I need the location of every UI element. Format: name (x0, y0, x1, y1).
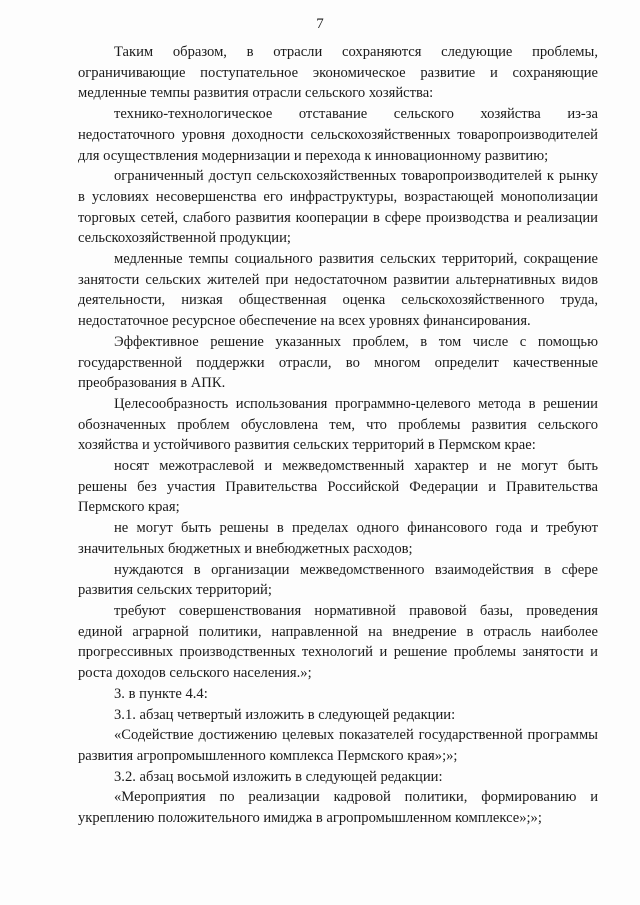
paragraph: Таким образом, в отрасли сохраняются следующие проблемы, ограничивающие поступательное экономическое развитие и сохраняющие медленные темпы развития отрасли сельского хозяйства: (78, 44, 598, 102)
paragraph: нуждаются в организации межведомственного взаимодействия в сфере развития сельских территорий; (78, 561, 598, 599)
paragraph: носят межотраслевой и межведомственный характер и не могут быть решены без участия Правительства Российской Федерации и Правительства Пермского края; (78, 458, 598, 516)
paragraph: «Мероприятия по реализации кадровой политики, формированию и укреплению положительного имиджа в агропромышленном комплексе»;»; (78, 789, 598, 827)
paragraph: технико-технологическое отставание сельского хозяйства из-за недостаточного уровня доходности сельскохозяйственных товаропроизводителей для осуществления модернизации и перехода к инновационному развитию; (78, 106, 598, 164)
paragraph: 3. в пункте 4.4: (114, 685, 208, 702)
paragraph: Эффективное решение указанных проблем, в том числе с помощью государственной поддержки отрасли, во многом определит качественные преобразования в АПК. (78, 333, 598, 392)
paragraph: 3.2. абзац восьмой изложить в следующей редакции: (114, 768, 443, 785)
paragraph: не могут быть решены в пределах одного финансового года и требуют значительных бюджетных и внебюджетных расходов; (78, 520, 598, 557)
paragraph: ограниченный доступ сельскохозяйственных товаропроизводителей к рынку в условиях несовершенства его инфраструктуры, возрастающей монополизации торговых сетей, слабого развития кооперации в сфере производства и реализации сельскохозяйственной продукции; (78, 168, 598, 247)
paragraph: «Содействие достижению целевых показателей государственной программы развития агропромышленного комплекса Пермского края»;»; (78, 727, 598, 764)
paragraph: Целесообразность использования программно-целевого метода в решении обозначенных проблем обусловлена тем, что проблемы развития сельского хозяйства и устойчивого развития сельских территорий в Пермском крае: (78, 395, 598, 454)
paragraph: 3.1. абзац четвертый изложить в следующей редакции: (114, 706, 456, 723)
page-number: 7 (316, 16, 324, 32)
paragraph: медленные темпы социального развития сельских территорий, сокращение занятости сельских жителей при недостаточном развитии альтернативных видов деятельности, низкая общественная оценка сельскохозяйственного труда, недостаточное ресурсное обеспечение на всех уровнях финансирования. (78, 251, 598, 330)
paragraph: требуют совершенствования нормативной правовой базы, проведения единой аграрной политики, направленной на внедрение в отрасль наиболее прогрессивных производственных технологий и решение проблемы занятости и роста доходов сельского населения.»; (78, 602, 598, 682)
document-body (78, 42, 598, 829)
